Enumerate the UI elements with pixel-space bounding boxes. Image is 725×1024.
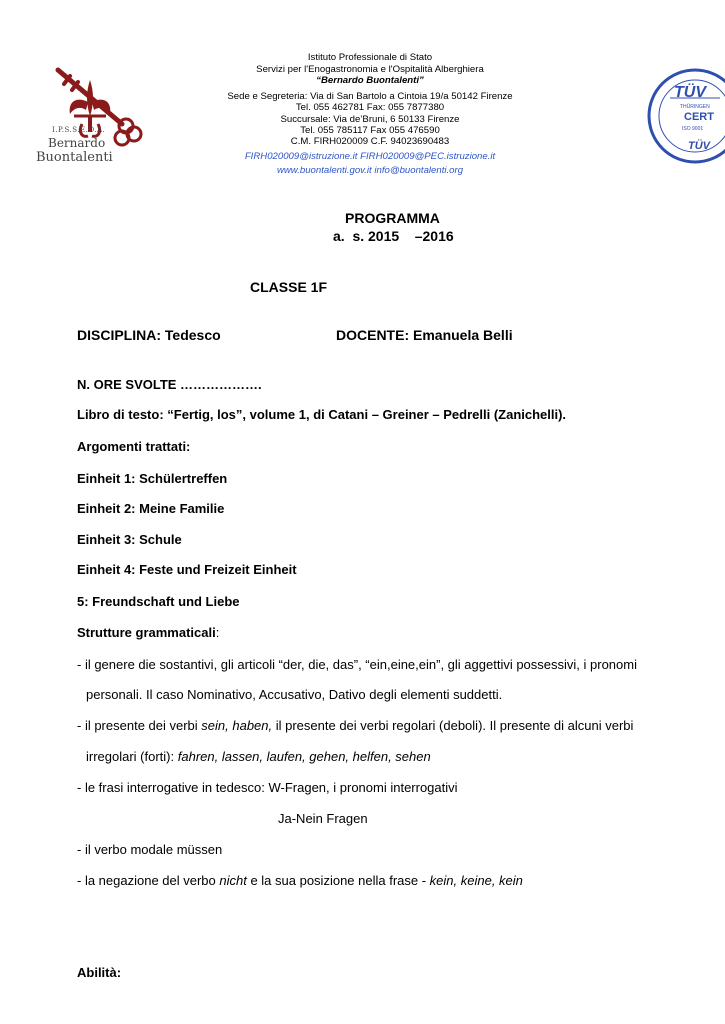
program-title: PROGRAMMA bbox=[345, 210, 440, 226]
grammar-item-3b: Ja-Nein Fragen bbox=[278, 811, 368, 826]
discipline-label: DISCIPLINA: Tedesco bbox=[77, 327, 221, 343]
skills-heading: Abilità: bbox=[77, 965, 122, 980]
g2b-pre: irregolari (forti): bbox=[86, 749, 178, 764]
grammar-item-5 bbox=[77, 873, 523, 888]
grammar-item-2a bbox=[77, 718, 633, 733]
cert-line1: THÜRINGEN bbox=[680, 104, 710, 110]
codes-line: C.M. FIRH020009 C.F. 94023690483 bbox=[290, 136, 450, 147]
address-branch: Succursale: Via de’Bruni, 6 50133 Firenze bbox=[280, 114, 460, 125]
web-links[interactable]: www.buontalenti.gov.it info@buontalenti.org bbox=[276, 165, 464, 176]
grammar-item-3a: - le frasi interrogative in tedesco: W-Fragen, i pronomi interrogativi bbox=[77, 780, 458, 795]
unit-item: Einheit 4: Feste und Freizeit Einheit bbox=[77, 562, 297, 577]
grammar-heading: Strutture grammaticali bbox=[77, 625, 216, 640]
unit-item: Einheit 1: Schülertreffen bbox=[77, 471, 228, 486]
unit-item: 5: Freundschaft und Liebe bbox=[77, 594, 240, 609]
g2b-italic: fahren, lassen, laufen, gehen, helfen, sehen bbox=[177, 749, 431, 764]
address-main: Sede e Segreteria: Via di San Bartolo a Cintoia 19/a 50142 Firenze bbox=[227, 91, 513, 102]
g5-pre: - la negazione del verbo bbox=[77, 873, 220, 888]
lily-key-emblem-icon bbox=[30, 62, 150, 147]
school-logo bbox=[30, 62, 150, 172]
phone-main: Tel. 055 462781 Fax: 055 7877380 bbox=[295, 102, 445, 113]
unit-item: Einheit 3: Schule bbox=[77, 532, 182, 547]
cert-line4: TÜV bbox=[688, 140, 710, 152]
teacher-label: DOCENTE: Emanuela Belli bbox=[336, 327, 513, 343]
school-year: a. s. 2015 –2016 bbox=[333, 228, 454, 244]
logo-caption: I.P.S.S.E.O.A. bbox=[52, 126, 106, 134]
cert-brand: TÜV bbox=[674, 84, 706, 101]
cert-line3: ISO 9001 bbox=[682, 126, 704, 132]
g2a-post: il presente dei verbi regolari (deboli). Il presente di alcuni verbi bbox=[272, 718, 634, 733]
g2a-pre: - il presente dei verbi bbox=[77, 718, 202, 733]
grammar-item-1b: personali. Il caso Nominativo, Accusativo, Dativo degli elementi suddetti. bbox=[86, 687, 503, 702]
unit-item: Einheit 2: Meine Familie bbox=[77, 501, 225, 516]
grammar-item-4: - il verbo modale müssen bbox=[77, 842, 223, 857]
g5-italic-kein: kein, keine, kein bbox=[429, 873, 523, 888]
topics-heading: Argomenti trattati: bbox=[77, 439, 191, 454]
email-links[interactable]: FIRH020009@istruzione.it FIRH020009@PEC.istruzione.it bbox=[244, 151, 496, 162]
logo-name-line1: Bernardo bbox=[48, 136, 106, 150]
textbook-line: Libro di testo: “Fertig, los”, volume 1, di Catani – Greiner – Pedrelli (Zanichelli). bbox=[77, 407, 567, 422]
grammar-colon: : bbox=[215, 625, 220, 640]
g5-mid: e la sua posizione nella frase - bbox=[246, 873, 430, 888]
hours-done: N. ORE SVOLTE ………………. bbox=[77, 377, 262, 392]
phone-branch: Tel. 055 785117 Fax 055 476590 bbox=[300, 125, 440, 136]
school-name-line: “Bernardo Buontalenti” bbox=[316, 75, 424, 86]
g2a-italic: sein, haben, bbox=[201, 718, 273, 733]
g5-italic-nicht: nicht bbox=[219, 873, 247, 888]
grammar-item-1a: - il genere die sostantivi, gli articoli “der, die, das”, “ein,eine,ein”, gli aggettivi possessivi, i pronomi bbox=[77, 657, 637, 672]
cert-line2: CERT bbox=[684, 111, 714, 123]
certification-stamp bbox=[640, 66, 725, 166]
grammar-heading-row bbox=[77, 625, 219, 640]
grammar-item-2b bbox=[86, 749, 431, 764]
class-label: CLASSE 1F bbox=[250, 279, 328, 295]
services-line: Servizi per l'Enogastronomia e l'Ospitalità Alberghiera bbox=[256, 64, 484, 75]
institute-line: Istituto Professionale di Stato bbox=[307, 52, 433, 63]
logo-name-line2: Buontalenti bbox=[36, 150, 113, 165]
